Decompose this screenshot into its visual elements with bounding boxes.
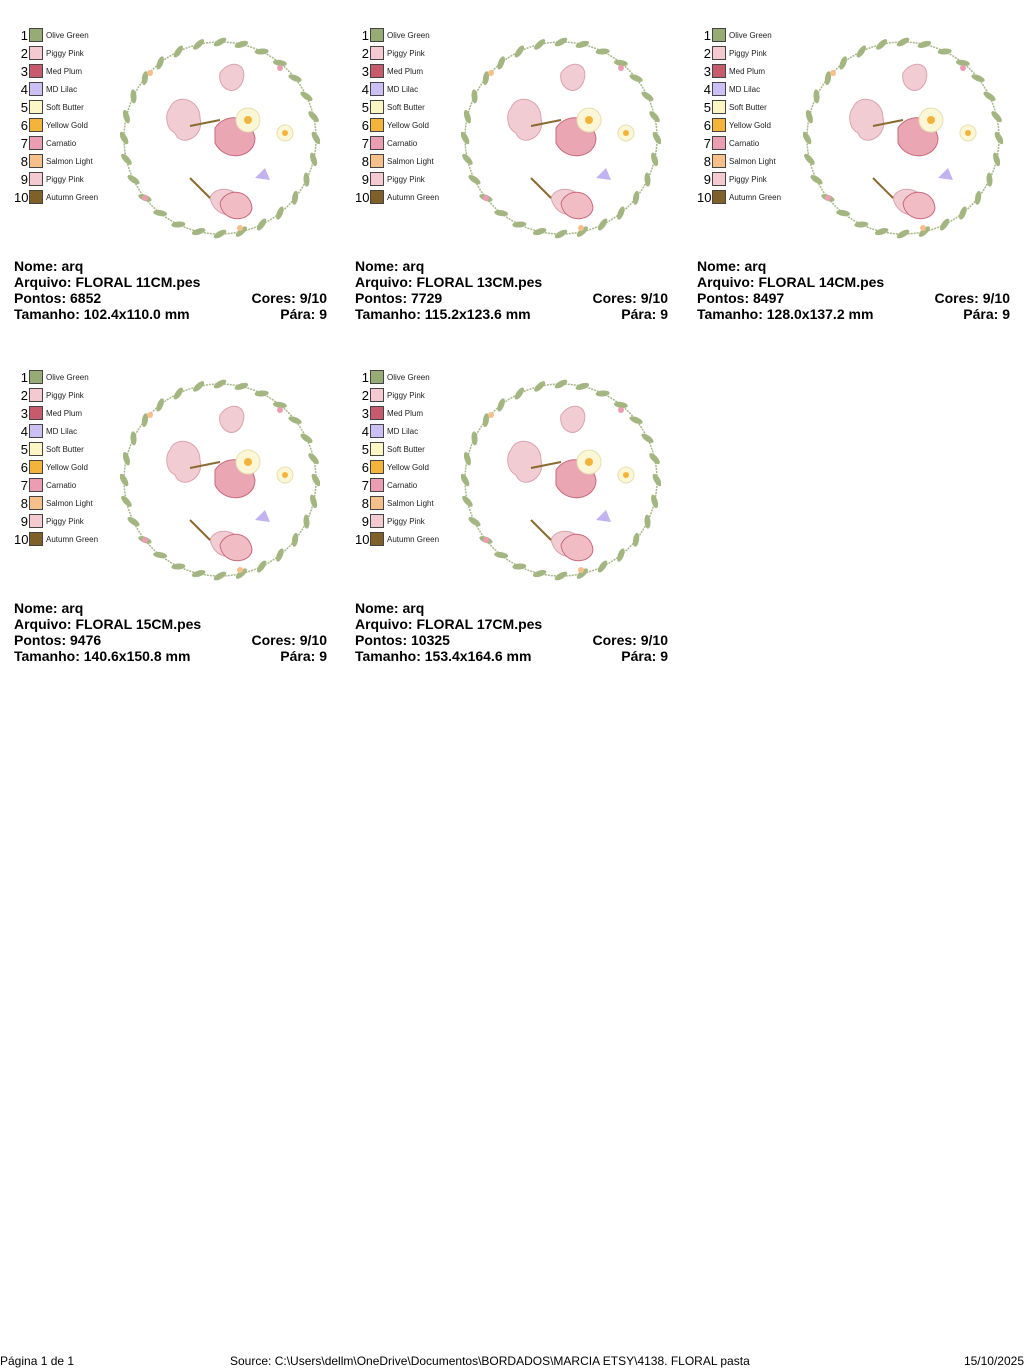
color-swatch — [29, 136, 43, 150]
color-index: 9 — [20, 513, 28, 529]
color-index: 4 — [361, 81, 369, 97]
embroidery-preview — [461, 28, 661, 248]
color-index: 1 — [20, 369, 28, 385]
color-swatch — [29, 118, 43, 132]
color-index: 10 — [355, 531, 370, 547]
color-swatch — [370, 190, 384, 204]
color-swatch — [370, 514, 384, 528]
color-swatch — [370, 64, 384, 78]
pontos-label: Pontos: — [14, 290, 67, 306]
palette-row — [14, 476, 98, 494]
palette-row — [355, 26, 439, 44]
color-name: MD Lilac — [387, 84, 419, 94]
palette-row — [14, 404, 98, 422]
color-name: Med Plum — [729, 66, 766, 76]
pontos-value: 8497 — [753, 290, 785, 306]
color-swatch — [370, 172, 384, 186]
color-index: 9 — [361, 171, 369, 187]
color-swatch — [712, 190, 726, 204]
color-swatch — [370, 388, 384, 402]
cores-label: Cores: — [251, 632, 296, 648]
arquivo-value: FLORAL 14CM.pes — [758, 274, 885, 290]
design-info — [355, 600, 668, 664]
palette-row — [14, 386, 98, 404]
arquivo-label: Arquivo: — [355, 274, 413, 290]
color-index: 6 — [20, 459, 28, 475]
color-name: Med Plum — [46, 66, 83, 76]
embroidery-preview — [461, 370, 661, 590]
color-index: 7 — [20, 135, 28, 151]
color-name: Soft Butter — [387, 444, 425, 454]
color-index: 4 — [20, 423, 28, 439]
arquivo-label: Arquivo: — [14, 616, 72, 632]
palette-row — [355, 116, 439, 134]
color-name: Autumn Green — [46, 192, 99, 202]
color-palette — [14, 368, 98, 548]
arquivo-value: FLORAL 15CM.pes — [75, 616, 202, 632]
color-swatch — [712, 100, 726, 114]
color-index: 8 — [703, 153, 711, 169]
tamanho-value: 140.6x150.8 mm — [83, 648, 191, 664]
color-name: MD Lilac — [46, 84, 78, 94]
color-index: 10 — [697, 189, 712, 205]
design-card — [355, 368, 669, 668]
color-index: 10 — [14, 189, 29, 205]
cores-label: Cores: — [251, 290, 296, 306]
nome-label: Nome: — [14, 258, 58, 274]
palette-row — [697, 98, 781, 116]
color-name: Yellow Gold — [387, 120, 429, 130]
print-date: 15/10/2025 — [963, 1354, 1024, 1368]
color-index: 2 — [703, 45, 711, 61]
color-name: Soft Butter — [46, 444, 84, 454]
pontos-value: 7729 — [411, 290, 443, 306]
color-index: 8 — [361, 153, 369, 169]
color-index: 6 — [703, 117, 711, 133]
nome-label: Nome: — [355, 600, 399, 616]
color-index: 7 — [361, 135, 369, 151]
palette-row — [14, 494, 98, 512]
palette-row — [14, 188, 98, 206]
palette-row — [355, 368, 439, 386]
palette-row — [697, 170, 781, 188]
color-name: Soft Butter — [387, 102, 425, 112]
color-swatch — [29, 46, 43, 60]
color-name: Med Plum — [387, 408, 424, 418]
arquivo-value: FLORAL 11CM.pes — [75, 274, 201, 290]
nome-value: arq — [744, 258, 767, 274]
palette-row — [355, 458, 439, 476]
color-name: Olive Green — [46, 30, 89, 40]
design-card — [14, 26, 328, 326]
color-index: 8 — [361, 495, 369, 511]
color-name: Piggy Pink — [46, 390, 84, 400]
color-swatch — [29, 496, 43, 510]
color-name: Salmon Light — [46, 498, 93, 508]
color-swatch — [370, 82, 384, 96]
color-name: Piggy Pink — [46, 48, 84, 58]
cores-value: 9/10 — [640, 290, 668, 306]
color-index: 5 — [20, 99, 28, 115]
color-index: 6 — [361, 459, 369, 475]
palette-row — [697, 80, 781, 98]
color-swatch — [370, 100, 384, 114]
color-swatch — [29, 478, 43, 492]
color-index: 1 — [361, 27, 369, 43]
tamanho-value: 153.4x164.6 mm — [424, 648, 532, 664]
nome-label: Nome: — [355, 258, 399, 274]
pontos-label: Pontos: — [697, 290, 750, 306]
palette-row — [14, 422, 98, 440]
pontos-value: 10325 — [411, 632, 450, 648]
color-name: Piggy Pink — [46, 174, 84, 184]
para-value: 9 — [319, 306, 327, 322]
color-swatch — [370, 442, 384, 456]
color-name: Piggy Pink — [729, 48, 767, 58]
color-swatch — [370, 496, 384, 510]
color-index: 1 — [361, 369, 369, 385]
color-name: Autumn Green — [387, 192, 440, 202]
tamanho-value: 115.2x123.6 mm — [424, 306, 531, 322]
palette-row — [14, 368, 98, 386]
palette-row — [355, 44, 439, 62]
color-name: MD Lilac — [729, 84, 761, 94]
pontos-value: 9476 — [70, 632, 102, 648]
palette-row — [14, 440, 98, 458]
para-value: 9 — [1002, 306, 1010, 322]
para-label: Pára: — [280, 306, 316, 322]
color-swatch — [370, 532, 384, 546]
color-name: Autumn Green — [46, 534, 99, 544]
palette-row — [355, 476, 439, 494]
arquivo-label: Arquivo: — [355, 616, 413, 632]
color-name: Piggy Pink — [46, 516, 84, 526]
color-index: 2 — [20, 387, 28, 403]
para-value: 9 — [660, 648, 668, 664]
pontos-label: Pontos: — [355, 290, 408, 306]
color-name: Carnatio — [46, 480, 77, 490]
palette-row — [355, 62, 439, 80]
color-name: Salmon Light — [46, 156, 93, 166]
tamanho-label: Tamanho: — [355, 306, 421, 322]
color-palette — [355, 368, 439, 548]
color-swatch — [370, 478, 384, 492]
design-info — [697, 258, 1010, 322]
palette-row — [355, 134, 439, 152]
arquivo-label: Arquivo: — [14, 274, 72, 290]
color-swatch — [712, 28, 726, 42]
color-name: Carnatio — [387, 138, 418, 148]
color-swatch — [29, 172, 43, 186]
color-palette — [14, 26, 98, 206]
palette-row — [355, 404, 439, 422]
color-index: 3 — [361, 63, 369, 79]
color-index: 7 — [703, 135, 711, 151]
color-name: Autumn Green — [729, 192, 782, 202]
nome-value: arq — [61, 258, 84, 274]
para-label: Pára: — [280, 648, 316, 664]
design-card — [14, 368, 328, 668]
color-index: 9 — [361, 513, 369, 529]
color-index: 5 — [703, 99, 711, 115]
color-index: 2 — [361, 387, 369, 403]
color-swatch — [370, 28, 384, 42]
color-name: Yellow Gold — [387, 462, 429, 472]
palette-row — [355, 440, 439, 458]
arquivo-value: FLORAL 13CM.pes — [416, 274, 543, 290]
color-swatch — [29, 406, 43, 420]
color-name: Autumn Green — [387, 534, 440, 544]
cores-value: 9/10 — [299, 632, 327, 648]
palette-row — [697, 26, 781, 44]
color-index: 5 — [20, 441, 28, 457]
color-index: 5 — [361, 99, 369, 115]
palette-row — [355, 512, 439, 530]
color-swatch — [29, 424, 43, 438]
palette-row — [355, 80, 439, 98]
page-number: Página 1 de 1 — [0, 1354, 75, 1368]
color-swatch — [29, 514, 43, 528]
color-swatch — [712, 172, 726, 186]
color-index: 6 — [361, 117, 369, 133]
color-swatch — [370, 424, 384, 438]
palette-row — [14, 512, 98, 530]
palette-row — [355, 422, 439, 440]
color-name: Carnatio — [46, 138, 77, 148]
color-swatch — [29, 370, 43, 384]
embroidery-preview — [803, 28, 1003, 248]
color-swatch — [370, 46, 384, 60]
palette-row — [14, 458, 98, 476]
color-name: Soft Butter — [729, 102, 767, 112]
color-index: 3 — [20, 405, 28, 421]
nome-value: arq — [402, 258, 425, 274]
color-swatch — [370, 460, 384, 474]
palette-row — [14, 152, 98, 170]
color-name: Med Plum — [46, 408, 83, 418]
color-swatch — [29, 190, 43, 204]
color-name: Piggy Pink — [387, 516, 425, 526]
color-index: 9 — [20, 171, 28, 187]
color-name: MD Lilac — [387, 426, 419, 436]
palette-row — [697, 152, 781, 170]
source-path: Source: C:\Users\dellm\OneDrive\Documentos\BORDADOS\MARCIA ETSY\4138. FLORAL pasta — [230, 1354, 750, 1368]
cores-label: Cores: — [592, 290, 637, 306]
cores-value: 9/10 — [299, 290, 327, 306]
color-swatch — [712, 82, 726, 96]
color-name: Carnatio — [387, 480, 418, 490]
color-swatch — [29, 82, 43, 96]
color-index: 5 — [361, 441, 369, 457]
color-index: 10 — [14, 531, 29, 547]
color-swatch — [29, 64, 43, 78]
palette-row — [14, 530, 98, 548]
color-name: Yellow Gold — [729, 120, 771, 130]
palette-row — [697, 116, 781, 134]
color-name: Carnatio — [729, 138, 760, 148]
color-name: Yellow Gold — [46, 462, 88, 472]
para-value: 9 — [319, 648, 327, 664]
color-swatch — [712, 118, 726, 132]
arquivo-label: Arquivo: — [697, 274, 755, 290]
pontos-label: Pontos: — [14, 632, 67, 648]
palette-row — [697, 44, 781, 62]
color-index: 3 — [20, 63, 28, 79]
color-name: Piggy Pink — [387, 390, 425, 400]
color-index: 10 — [355, 189, 370, 205]
color-name: Olive Green — [729, 30, 772, 40]
cores-value: 9/10 — [982, 290, 1010, 306]
pontos-value: 6852 — [70, 290, 102, 306]
color-palette — [355, 26, 439, 206]
design-card — [355, 26, 669, 326]
nome-value: arq — [402, 600, 425, 616]
tamanho-value: 102.4x110.0 mm — [83, 306, 190, 322]
color-index: 1 — [20, 27, 28, 43]
color-name: Olive Green — [46, 372, 89, 382]
color-swatch — [29, 460, 43, 474]
color-swatch — [712, 154, 726, 168]
tamanho-label: Tamanho: — [14, 648, 80, 664]
color-name: Salmon Light — [387, 156, 434, 166]
tamanho-value: 128.0x137.2 mm — [766, 306, 874, 322]
color-name: Olive Green — [387, 372, 430, 382]
cores-value: 9/10 — [640, 632, 668, 648]
nome-label: Nome: — [697, 258, 741, 274]
tamanho-label: Tamanho: — [697, 306, 763, 322]
para-label: Pára: — [963, 306, 999, 322]
color-swatch — [370, 154, 384, 168]
color-swatch — [29, 154, 43, 168]
color-index: 7 — [361, 477, 369, 493]
color-index: 3 — [703, 63, 711, 79]
palette-row — [697, 188, 781, 206]
design-info — [355, 258, 668, 322]
palette-row — [355, 170, 439, 188]
palette-row — [14, 62, 98, 80]
palette-row — [697, 62, 781, 80]
nome-value: arq — [61, 600, 84, 616]
color-palette — [697, 26, 781, 206]
color-name: MD Lilac — [46, 426, 78, 436]
color-swatch — [712, 46, 726, 60]
color-index: 2 — [361, 45, 369, 61]
tamanho-label: Tamanho: — [14, 306, 80, 322]
tamanho-label: Tamanho: — [355, 648, 421, 664]
color-swatch — [370, 370, 384, 384]
color-index: 9 — [703, 171, 711, 187]
color-index: 2 — [20, 45, 28, 61]
palette-row — [14, 116, 98, 134]
design-card — [697, 26, 1011, 326]
color-index: 8 — [20, 495, 28, 511]
design-info — [14, 258, 327, 322]
palette-row — [355, 530, 439, 548]
pontos-label: Pontos: — [355, 632, 408, 648]
color-index: 6 — [20, 117, 28, 133]
color-name: Med Plum — [387, 66, 424, 76]
color-index: 3 — [361, 405, 369, 421]
palette-row — [355, 188, 439, 206]
nome-label: Nome: — [14, 600, 58, 616]
cores-label: Cores: — [934, 290, 979, 306]
color-index: 8 — [20, 153, 28, 169]
palette-row — [14, 170, 98, 188]
color-name: Salmon Light — [729, 156, 776, 166]
palette-row — [14, 44, 98, 62]
palette-row — [14, 80, 98, 98]
para-value: 9 — [660, 306, 668, 322]
para-label: Pára: — [621, 306, 657, 322]
embroidery-preview — [120, 28, 320, 248]
palette-row — [14, 26, 98, 44]
cores-label: Cores: — [592, 632, 637, 648]
arquivo-value: FLORAL 17CM.pes — [416, 616, 543, 632]
palette-row — [14, 98, 98, 116]
color-swatch — [370, 136, 384, 150]
para-label: Pára: — [621, 648, 657, 664]
color-swatch — [29, 532, 43, 546]
color-index: 4 — [20, 81, 28, 97]
palette-row — [355, 98, 439, 116]
color-swatch — [370, 406, 384, 420]
color-swatch — [29, 388, 43, 402]
color-name: Piggy Pink — [387, 174, 425, 184]
palette-row — [355, 386, 439, 404]
color-name: Olive Green — [387, 30, 430, 40]
color-name: Salmon Light — [387, 498, 434, 508]
color-index: 4 — [703, 81, 711, 97]
color-swatch — [29, 100, 43, 114]
design-info — [14, 600, 327, 664]
color-index: 7 — [20, 477, 28, 493]
palette-row — [355, 494, 439, 512]
palette-row — [14, 134, 98, 152]
color-name: Piggy Pink — [387, 48, 425, 58]
color-name: Soft Butter — [46, 102, 84, 112]
palette-row — [355, 152, 439, 170]
color-swatch — [712, 64, 726, 78]
color-index: 4 — [361, 423, 369, 439]
color-index: 1 — [703, 27, 711, 43]
color-swatch — [370, 118, 384, 132]
palette-row — [697, 134, 781, 152]
color-name: Yellow Gold — [46, 120, 88, 130]
color-swatch — [712, 136, 726, 150]
color-name: Piggy Pink — [729, 174, 767, 184]
embroidery-preview — [120, 370, 320, 590]
color-swatch — [29, 442, 43, 456]
color-swatch — [29, 28, 43, 42]
